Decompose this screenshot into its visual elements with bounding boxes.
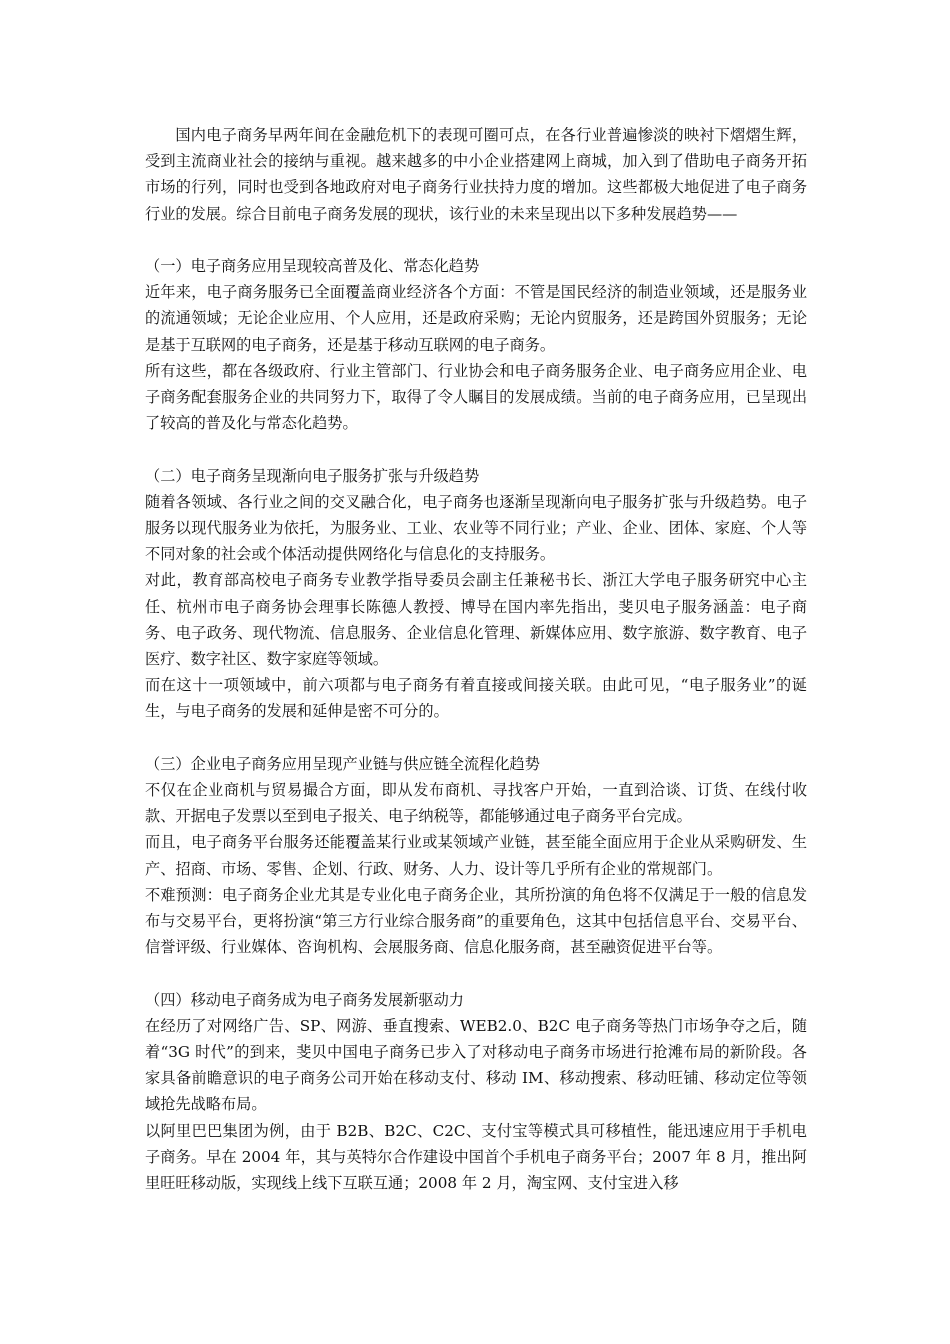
spacer (145, 725, 807, 751)
section-1-paragraph-2: 所有这些，都在各级政府、行业主管部门、行业协会和电子商务服务企业、电子商务应用企业、电子商务配套服务企业的共同努力下，取得了令人瞩目的发展成绩。当前的电子商务应用，已呈现出了较高的普及化与常态化趋势。 (145, 361, 807, 433)
spacer (145, 960, 807, 986)
section-3-heading: （三）企业电子商务应用呈现产业链与供应链全流程化趋势 (145, 754, 540, 773)
section-4-paragraph-1: 在经历了对网络广告、SP、网游、垂直搜索、WEB2.0、B2C 电子商务等热门市场争夺之后，随着“3G 时代”的到来，斐贝中国电子商务已步入了对移动电子商务市场进行抢滩布局的新阶段。各家具备前瞻意识的电子商务公司开始在移动支付、移动 IM、移动搜索、移动旺铺、移动定位等领域抢先战略布局。 (145, 1016, 807, 1114)
section-2-paragraph-1: 随着各领域、各行业之间的交叉融合化，电子商务也逐渐呈现渐向电子服务扩张与升级趋势。电子服务以现代服务业为依托，为服务业、工业、农业等不同行业；产业、企业、团体、家庭、个人等不同对象的社会或个体活动提供网络化与信息化的支持服务。 (145, 492, 807, 564)
spacer (145, 436, 807, 462)
section-3-paragraph-3: 不难预测：电子商务企业尤其是专业化电子商务企业，其所扮演的角色将不仅满足于一般的信息发布与交易平台，更将扮演“第三方行业综合服务商”的重要角色，这其中包括信息平台、交易平台、信誉评级、行业媒体、咨询机构、会展服务商、信息化服务商，甚至融资促进平台等。 (145, 885, 807, 957)
document-page (145, 122, 807, 1196)
section-4-paragraph-2: 以阿里巴巴集团为例，由于 B2B、B2C、C2C、支付宝等模式具可移植性，能迅速应用于手机电子商务。早在 2004 年，其与英特尔合作建设中国首个手机电子商务平台；2007 年 8 月，推出阿里旺旺移动版，实现线上线下互联互通；2008 年 2 月，淘宝网、支付宝进入移 (145, 1121, 807, 1193)
section-2-paragraph-3: 而在这十一项领域中，前六项都与电子商务有着直接或间接关联。由此可见，“电子服务业”的诞生，与电子商务的发展和延伸是密不可分的。 (145, 676, 807, 721)
section-4-heading: （四）移动电子商务成为电子商务发展新驱动力 (145, 990, 464, 1009)
section-3-paragraph-2: 而且，电子商务平台服务还能覆盖某行业或某领域产业链，甚至能全面应用于企业从采购研发、生产、招商、市场、零售、企划、行政、财务、人力、设计等几乎所有企业的常规部门。 (145, 833, 807, 878)
section-1-heading: （一）电子商务应用呈现较高普及化、常态化趋势 (145, 257, 480, 275)
section-3-paragraph-1: 不仅在企业商机与贸易撮合方面，即从发布商机、寻找客户开始，一直到洽谈、订货、在线付收款、开据电子发票以至到电子报关、电子纳税等，都能够通过电子商务平台完成。 (145, 781, 807, 826)
section-2-paragraph-2: 对此，教育部高校电子商务专业教学指导委员会副主任兼秘书长、浙江大学电子服务研究中心主任、杭州市电子商务协会理事长陈德人教授、博导在国内率先指出，斐贝电子服务涵盖：电子商务、电子政务、现代物流、信息服务、企业信息化管理、新媒体应用、数字旅游、数字教育、电子医疗、数字社区、数字家庭等领域。 (145, 571, 807, 669)
section-2-heading: （二）电子商务呈现渐向电子服务扩张与升级趋势 (145, 466, 480, 485)
section-1-paragraph-1: 近年来，电子商务服务已全面覆盖商业经济各个方面：不管是国民经济的制造业领域，还是服务业的流通领域；无论企业应用、个人应用，还是政府采购；无论内贸服务，还是跨国外贸服务；无论是基于互联网的电子商务，还是基于移动互联网的电子商务。 (145, 283, 807, 354)
spacer (145, 227, 807, 253)
intro-paragraph: 国内电子商务早两年间在金融危机下的表现可圈可点，在各行业普遍惨淡的映衬下熠熠生辉，受到主流商业社会的接纳与重视。越来越多的中小企业搭建网上商城，加入到了借助电子商务开拓市场的行列，同时也受到各地政府对电子商务行业扶持力度的增加。这些都极大地促进了电子商务行业的发展。综合目前电子商务发展的现状，该行业的未来呈现出以下多种发展趋势—— (145, 126, 807, 223)
